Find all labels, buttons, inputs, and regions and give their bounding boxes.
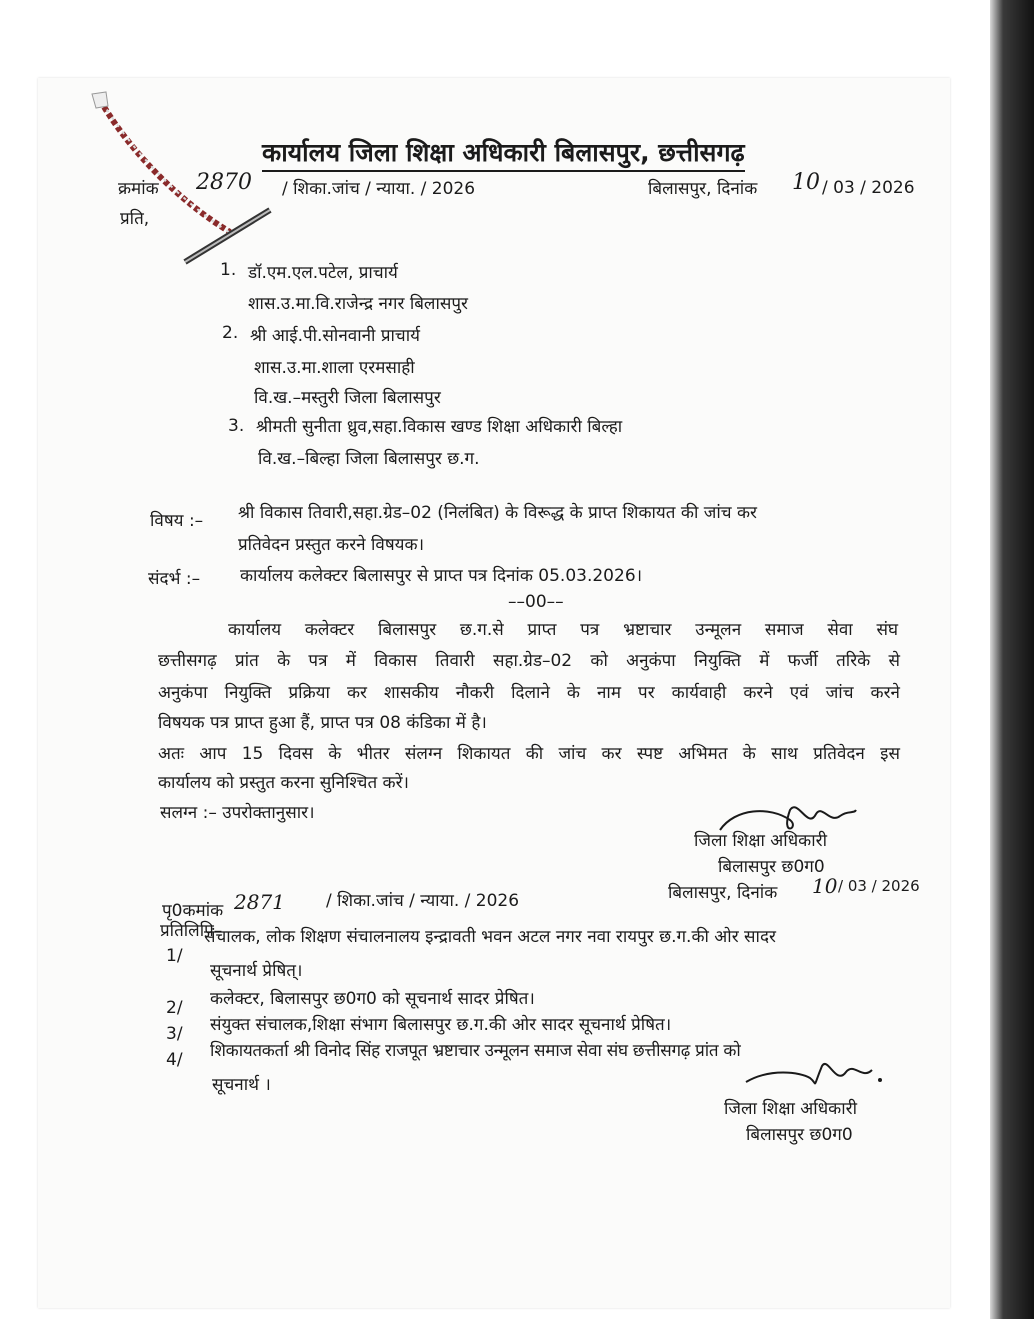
copy-number: 1/ (166, 946, 183, 966)
copy-line: संचालक, लोक शिक्षण संचालनालय इन्द्रावती भवन अटल नगर नवा रायपुर छ.ग.की ओर सादर (204, 927, 776, 947)
subject-line: प्रतिवेदन प्रस्तुत करने विषयक। (238, 535, 425, 555)
signature1-title: जिला शिक्षा अधिकारी (694, 831, 827, 851)
subject-label: विषय :– (150, 511, 204, 531)
recipient-line: शास.उ.मा.शाला एरमसाही (254, 358, 415, 378)
office-title: कार्यालय जिला शिक्षा अधिकारी बिलासपुर, छत्तीसगढ़ (262, 135, 745, 172)
recipient-line: श्री आई.पी.सोनवानी प्राचार्य (250, 326, 420, 346)
recipient-line: वि.ख.–मस्तुरी जिला बिलासपुर (254, 388, 441, 408)
recipient-number: 1. (220, 260, 237, 280)
copy-line: सूचनार्थ प्रेषित्। (210, 961, 303, 981)
endorsement-number-prefix: पृ0कमांक (162, 901, 224, 921)
letter-place-date: बिलासपुर, दिनांक (648, 179, 758, 199)
endorsement-number-rest: / शिका.जांच / न्याया. / 2026 (326, 891, 520, 911)
copy-number: 2/ (166, 998, 183, 1018)
recipient-line: डॉ.एम.एल.पटेल, प्राचार्य (248, 263, 398, 283)
recipient-number: 3. (228, 416, 245, 436)
letter-number-handwritten: 2870 (196, 170, 252, 195)
body-line: विषयक पत्र प्राप्त हुआ हैं, प्राप्त पत्र 08 कंडिका में है। (158, 713, 487, 733)
signature1-date: बिलासपुर, दिनांक (668, 883, 778, 903)
copy-line: सूचनार्थ । (212, 1075, 271, 1095)
recipient-line: श्रीमती सुनीता ध्रुव,सहा.विकास खण्ड शिक्षा अधिकारी बिल्हा (256, 417, 623, 437)
letter-date-rest: / 03 / 2026 (822, 178, 915, 198)
body-line: अनुकंपा नियुक्ति प्रक्रिया कर शासकीय नौकरी दिलाने के नाम पर कार्यवाही करने एवं जांच करने (158, 683, 900, 703)
signature2-title: जिला शिक्षा अधिकारी (724, 1099, 857, 1119)
copy-number: 3/ (166, 1024, 183, 1044)
reference-label: संदर्भ :– (148, 569, 201, 589)
reference-text: कार्यालय कलेक्टर बिलासपुर से प्राप्त पत्र दिनांक 05.03.2026। (240, 566, 643, 586)
letter-date-handwritten: 10 (792, 170, 820, 195)
copy-line: शिकायतकर्ता श्री विनोद सिंह राजपूत भ्रष्टाचार उन्मूलन समाज सेवा संघ छत्तीसगढ़ प्रांत को (210, 1041, 741, 1061)
endorsement-number-handwritten: 2871 (234, 890, 285, 914)
letter-number-prefix: क्रमांक (118, 179, 159, 199)
body-line: कार्यालय कलेक्टर बिलासपुर छ.ग.से प्राप्त पत्र भ्रष्टाचार उन्मूलन समाज सेवा संघ (228, 620, 898, 640)
recipient-line: वि.ख.–बिल्हा जिला बिलासपुर छ.ग. (258, 449, 480, 469)
recipient-number: 2. (222, 323, 239, 343)
signature2-place: बिलासपुर छ0ग0 (746, 1125, 853, 1145)
body-line: कार्यालय को प्रस्तुत करना सुनिश्चित करें। (158, 773, 409, 793)
separator: ––00–– (508, 592, 564, 612)
subject-line: श्री विकास तिवारी,सहा.ग्रेड–02 (निलंबित) के विरूद्ध के प्राप्त शिकायत की जांच कर (238, 503, 757, 523)
letter-number-rest: / शिका.जांच / न्याया. / 2026 (282, 179, 476, 199)
prati-label: प्रति, (120, 209, 150, 229)
dark-table-edge (990, 0, 1034, 1319)
copy-number: 4/ (166, 1050, 183, 1070)
signature1-place: बिलासपुर छ0ग0 (718, 857, 825, 877)
signature1-date-handwritten: 10 (812, 874, 838, 898)
enclosure-text: सलग्न :– उपरोक्तानुसार। (160, 803, 315, 823)
copy-label: प्रतिलिपि– (160, 921, 223, 941)
body-line: अतः आप 15 दिवस के भीतर संलग्न शिकायत की जांच कर स्पष्ट अभिमत के साथ प्रतिवेदन इस (158, 744, 900, 764)
signature1-date-rest: / 03 / 2026 (838, 877, 920, 895)
recipient-line: शास.उ.मा.वि.राजेन्द्र नगर बिलासपुर (248, 294, 468, 314)
copy-line: कलेक्टर, बिलासपुर छ0ग0 को सूचनार्थ सादर प्रेषित। (210, 989, 535, 1009)
body-line: छत्तीसगढ़ प्रांत के पत्र में विकास तिवारी सहा.ग्रेड–02 को अनुकंपा नियुक्ति में फर्जी तरिके से (158, 651, 900, 671)
copy-line: संयुक्त संचालक,शिक्षा संभाग बिलासपुर छ.ग.की ओर सादर सूचनार्थ प्रेषित। (210, 1015, 672, 1035)
